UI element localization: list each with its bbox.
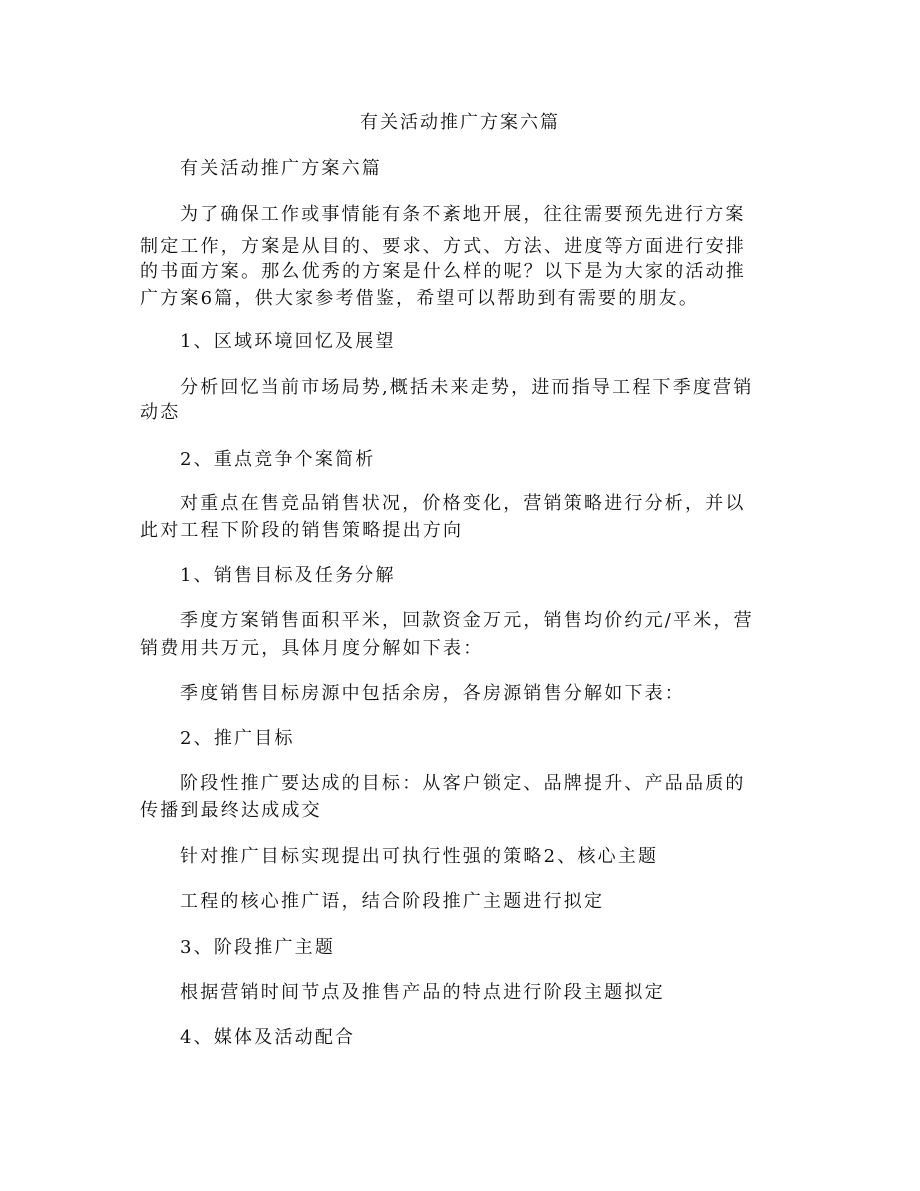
- paragraph-line: 季度销售目标房源中包括余房，各房源销售分解如下表：: [180, 683, 685, 704]
- paragraph-line: 为了确保工作或事情能有条不紊地开展，往往需要预先进行方案: [180, 204, 746, 225]
- paragraph-line: 工程的核心推广语，结合阶段推广主题进行拟定: [180, 891, 605, 912]
- paragraph-line: 分析回忆当前市场局势,概括未来走势，进而指导工程下季度营销: [180, 377, 754, 398]
- section-heading: 2、推广目标: [180, 728, 295, 749]
- paragraph-line: 对重点在售竞品销售状况，价格变化，营销策略进行分析，并以: [180, 493, 746, 514]
- paragraph-line: 传播到最终达成成交: [140, 800, 322, 821]
- subtitle-line: 有关活动推广方案六篇: [180, 158, 382, 179]
- paragraph-line: 此对工程下阶段的销售策略提出方向: [140, 520, 464, 541]
- paragraph-line: 制定工作，方案是从目的、要求、方式、方法、进度等方面进行安排: [140, 236, 746, 257]
- section-heading: 3、阶段推广主题: [180, 937, 336, 958]
- paragraph-line: 广方案6篇，供大家参考借鉴，希望可以帮助到有需要的朋友。: [140, 288, 700, 309]
- paragraph-line: 根据营销时间节点及推售产品的特点进行阶段主题拟定: [180, 982, 665, 1003]
- document-title: 有关活动推广方案六篇: [360, 112, 560, 133]
- paragraph-line: 动态: [140, 402, 181, 423]
- section-heading: 1、区域环境回忆及展望: [180, 331, 396, 352]
- section-heading: 2、重点竞争个案简析: [180, 449, 376, 470]
- section-heading: 4、媒体及活动配合: [180, 1027, 356, 1048]
- paragraph-line: 针对推广目标实现提出可执行性强的策略2、核心主题: [180, 846, 659, 867]
- paragraph-line: 阶段性推广要达成的目标：从客户锁定、品牌提升、产品品质的: [180, 773, 746, 794]
- section-heading: 1、销售目标及任务分解: [180, 565, 396, 586]
- paragraph-line: 的书面方案。那么优秀的方案是什么样的呢？以下是为大家的活动推: [140, 261, 746, 282]
- paragraph-line: 季度方案销售面积平米，回款资金万元，销售均价约元/平米，营: [180, 610, 754, 631]
- paragraph-line: 销费用共万元，具体月度分解如下表：: [140, 638, 484, 659]
